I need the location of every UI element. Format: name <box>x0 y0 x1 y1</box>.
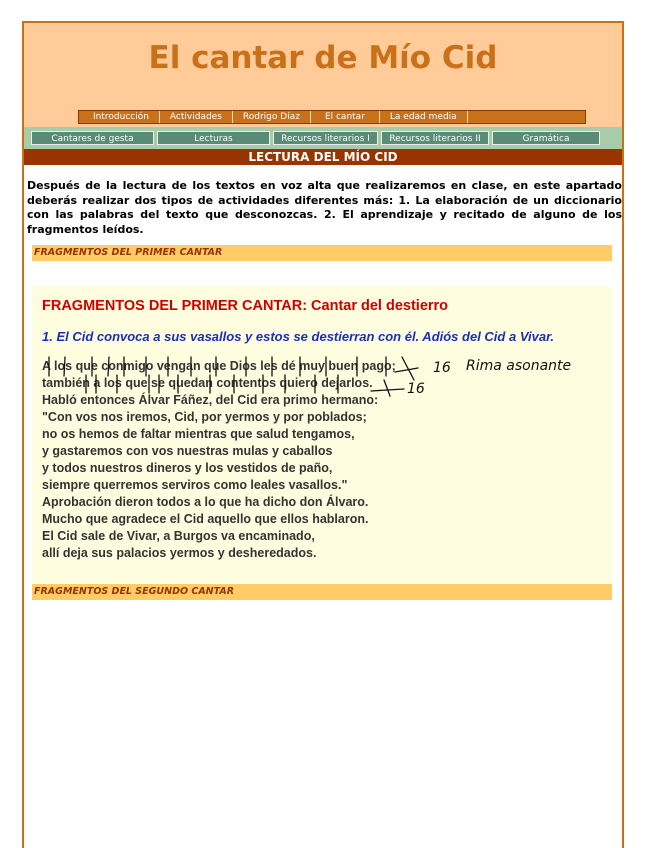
poem-line: también a los que se quedan contentos quiero dejarlos. <box>42 376 373 390</box>
syllable-count-1: 16 <box>433 360 451 376</box>
poem-line: "Con vos nos iremos, Cid, por yermos y por poblados; <box>42 410 367 424</box>
poem-line: Aprobación dieron todos a lo que ha dicho don Álvaro. <box>42 495 369 509</box>
intro-paragraph: Después de la lectura de los textos en voz alta que realizaremos en clase, en este apartado deberás realizar dos tipos de actividades diferentes más: 1. La elaboración de un diccionario con las palabras del texto que desconozcas. 2. El aprendizaje y recitado de alguno de los fragmentos leídos. <box>27 179 622 236</box>
poem <box>42 358 396 562</box>
poem-line: no os hemos de faltar mientras que salud tengamos, <box>42 427 355 441</box>
nav-item-cantares-de-gesta[interactable]: Cantares de gesta <box>31 131 154 145</box>
site-header <box>24 23 622 127</box>
poem-line: Habló entonces Álvar Fáñez, del Cid era primo hermano: <box>42 393 379 407</box>
poem-line: El Cid sale de Vivar, a Burgos va encaminado, <box>42 529 315 543</box>
nav-item-lecturas[interactable]: Lecturas <box>157 131 270 145</box>
nav-item-rodrigo-diaz[interactable]: Rodrigo Díaz <box>233 111 311 123</box>
poem-line: A los que conmigo vengan que Dios les dé muy buen pago; <box>42 359 396 373</box>
poem-line: siempre querremos serviros como leales vasallos." <box>42 478 348 492</box>
syllable-count-2: 16 <box>407 381 425 397</box>
nav-item-introduccion[interactable]: Introducción <box>79 111 160 123</box>
fragments-first-bar[interactable]: FRAGMENTOS DEL PRIMER CANTAR <box>32 245 612 261</box>
poem-line: allí deja sus palacios yermos y desheredados. <box>42 546 317 560</box>
fragment-title: FRAGMENTOS DEL PRIMER CANTAR: Cantar del destierro <box>42 298 449 314</box>
site-title: El cantar de Mío Cid <box>148 40 498 76</box>
poem-line: Mucho que agradece el Cid aquello que ellos hablaron. <box>42 512 369 526</box>
nav-item-edad-media[interactable]: La edad media <box>380 111 468 123</box>
page-frame <box>22 21 624 848</box>
poem-line: y todos nuestros dineros y los vestidos de paño, <box>42 461 333 475</box>
poem-line: y gastaremos con vos nuestras mulas y caballos <box>42 444 333 458</box>
rhyme-note: Rima asonante <box>466 358 572 374</box>
fragments-second-bar[interactable]: FRAGMENTOS DEL SEGUNDO CANTAR <box>32 584 612 600</box>
secondary-nav <box>24 127 622 149</box>
section-title: LECTURA DEL MÍO CID <box>24 149 622 165</box>
fragment-box <box>32 286 612 600</box>
primary-nav <box>78 110 586 124</box>
nav-item-recursos-literarios-2[interactable]: Recursos literarios II <box>381 131 489 145</box>
fragment-subtitle: 1. El Cid convoca a sus vasallos y estos se destierran con él. Adiós del Cid a Vivar. <box>42 329 555 344</box>
nav-item-recursos-literarios-1[interactable]: Recursos literarios I <box>273 131 378 145</box>
nav-item-el-cantar[interactable]: El cantar <box>311 111 380 123</box>
nav-item-gramatica[interactable]: Gramática <box>492 131 600 145</box>
nav-item-actividades[interactable]: Actividades <box>160 111 233 123</box>
